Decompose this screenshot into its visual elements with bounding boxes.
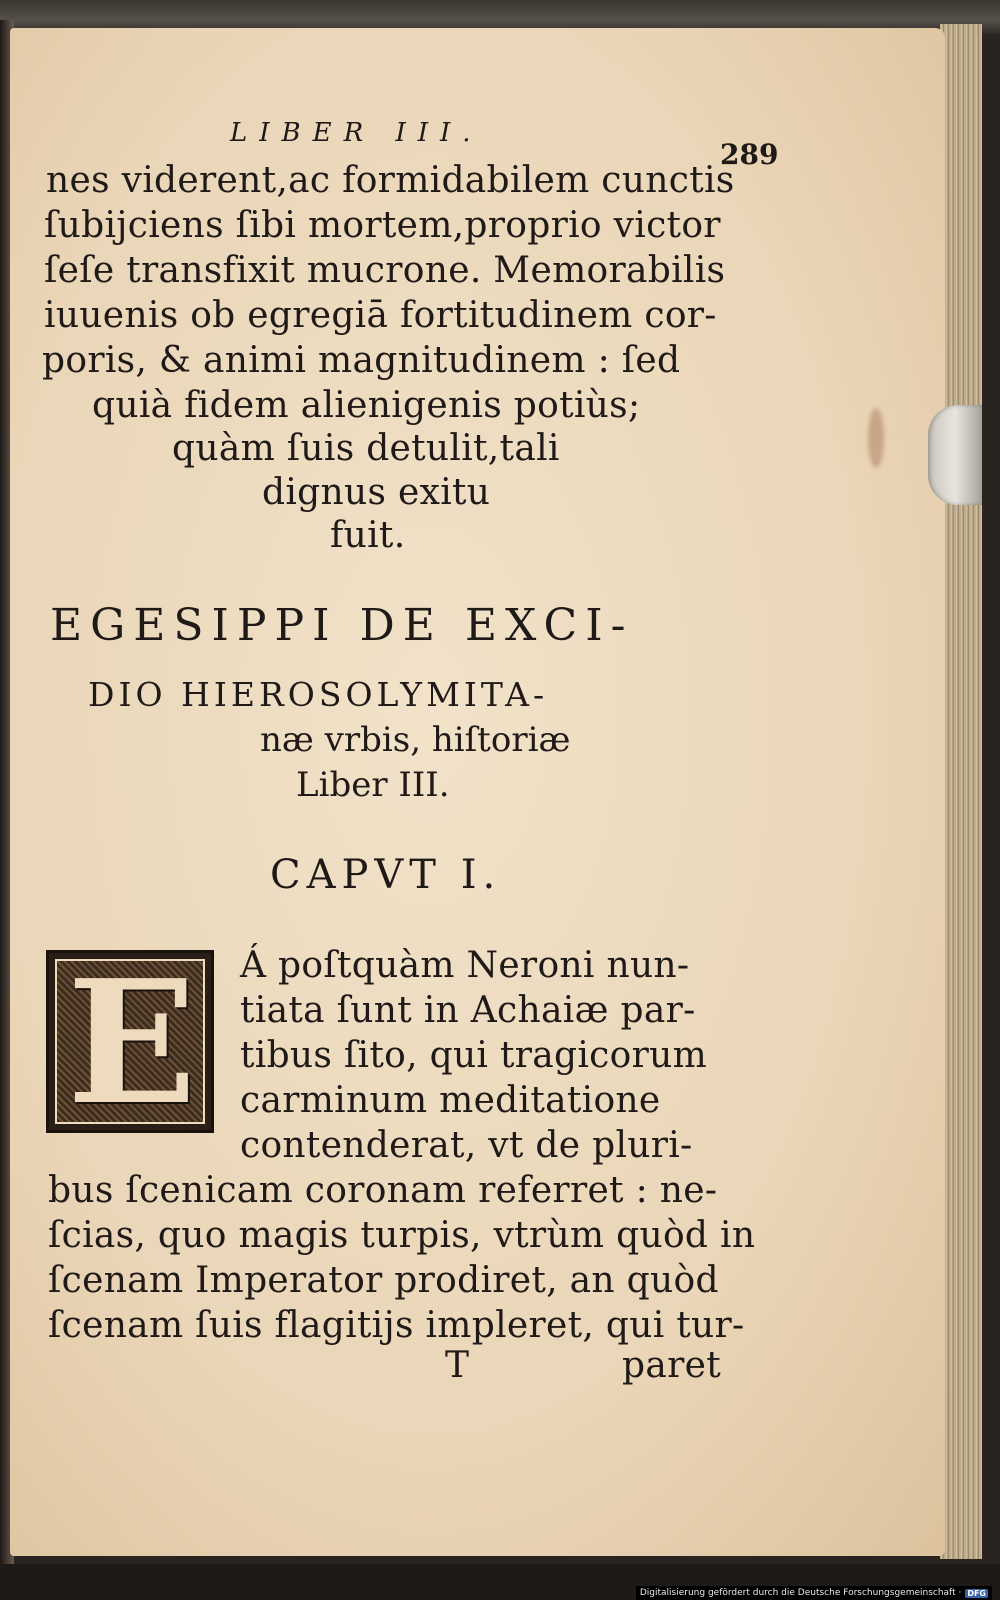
body-line: tibus ſito, qui tragicorum — [240, 1035, 708, 1076]
initial-letter: E — [67, 950, 197, 1133]
page-number: 289 — [720, 138, 779, 171]
body-line: fuit. — [330, 515, 406, 556]
body-line: ſeſe transfixit mucrone. Memorabilis — [44, 250, 726, 291]
page-clip — [928, 405, 982, 505]
body-line: Á poſtquàm Neroni nun- — [240, 945, 690, 986]
page-edges — [940, 24, 982, 1559]
running-title: LIBER III. — [230, 118, 483, 148]
book-title-line-4: Liber III. — [296, 765, 450, 805]
body-line: ſubijciens ſibi mortem,proprio victor — [44, 205, 721, 246]
body-line: bus ſcenicam coronam referret : ne- — [48, 1170, 718, 1211]
body-line: nes viderent,ac formidabilem cunctis — [46, 160, 735, 201]
body-line: quàm ſuis detulit,tali — [172, 428, 560, 469]
chapter-heading: CAPVT I. — [270, 852, 502, 898]
digitization-credit — [636, 1586, 992, 1600]
book-title-line-1: EGESIPPI DE EXCI- — [50, 600, 634, 651]
body-line: tiata ſunt in Achaiæ par- — [240, 990, 696, 1031]
decorated-initial — [46, 950, 214, 1133]
catchword: paret — [622, 1345, 721, 1386]
body-line: contenderat, vt de pluri- — [240, 1125, 693, 1166]
book-title-line-2: DIO HIEROSOLYMITA- — [88, 675, 549, 714]
body-line: iuuenis ob egregiā fortitudinem cor- — [44, 295, 717, 336]
signature-mark: T — [445, 1345, 470, 1386]
book-title-line-3: næ vrbis, hiſtoriæ — [260, 720, 571, 760]
dfg-logo: DFG — [967, 1588, 986, 1598]
body-line: ſcenam Imperator prodiret, an quòd — [48, 1260, 719, 1301]
body-line: ſcenam ſuis flagitijs impleret, qui tur- — [48, 1305, 745, 1346]
credit-text: Digitalisierung gefördert durch die Deutsche Forschungsgemeinschaft · — [639, 1588, 962, 1598]
body-line: ſcias, quo magis turpis, vtrùm quòd in — [48, 1215, 756, 1256]
body-line: poris, & animi magnitudinem : ſed — [42, 340, 681, 381]
paper-stain — [868, 408, 884, 468]
body-line: quià fidem alienigenis potiùs; — [92, 385, 641, 426]
body-line: carminum meditatione — [240, 1080, 661, 1121]
body-line: dignus exitu — [262, 472, 491, 513]
